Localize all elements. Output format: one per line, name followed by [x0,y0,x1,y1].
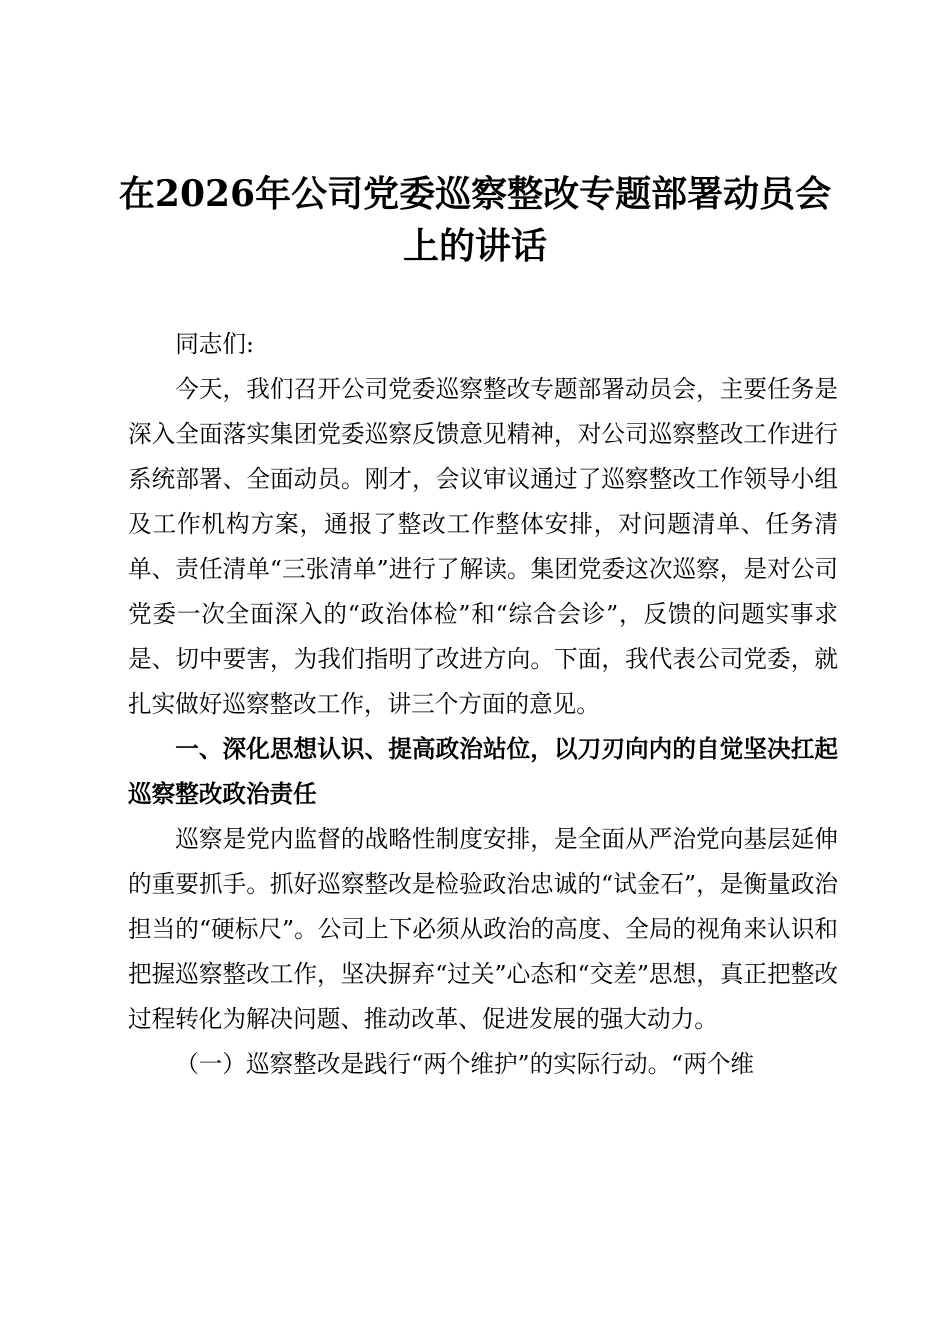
salutation: 同志们: [175,330,254,358]
intro-paragraph: 今天，我们召开公司党委巡察整改专题部署动员会，主要任务是深入全面落实集团党委巡察反馈意见精神，对公司巡察整改工作进行系统部署、全面动员。刚才，会议审议通过了巡察整改工作领导小组及工作机构方案，通报了整改工作整体安排，对问题清单、任务清单、责任清单“三张清单”进行了解读。集团党委这次巡察，是对公司党委一次全面深入的“政治体检”和“综合会诊”，反馈的问题实事求是、切中要害，为我们指明了改进方向。下面，我代表公司党委，就扎实做好巡察整改工作，讲三个方面的意见。 [128,375,838,718]
title-line-1: 在2026年公司党委巡察整改专题部署动员会 [118,173,832,215]
document-title [110,168,840,272]
document-body [128,322,838,1087]
subsection-1-paragraph: （一）巡察整改是践行“两个维护”的实际行动。“两个维 [175,1050,755,1078]
section-heading-1: 一、深化思想认识、提高政治站位，以刀刃向内的自觉坚决扛起巡察整改政治责任 [128,735,838,808]
section-1-paragraph: 巡察是党内监督的战略性制度安排，是全面从严治党向基层延伸的重要抓手。抓好巡察整改是检验政治忠诚的“试金石”，是衡量政治担当的“硬标尺”。公司上下必须从政治的高度、全局的视角来认识和把握巡察整改工作，坚决摒弃“过关”心态和“交差”思想，真正把整改过程转化为解决问题、推动改革、促进发展的强大动力。 [128,825,838,1033]
title-line-2: 上的讲话 [402,225,547,267]
